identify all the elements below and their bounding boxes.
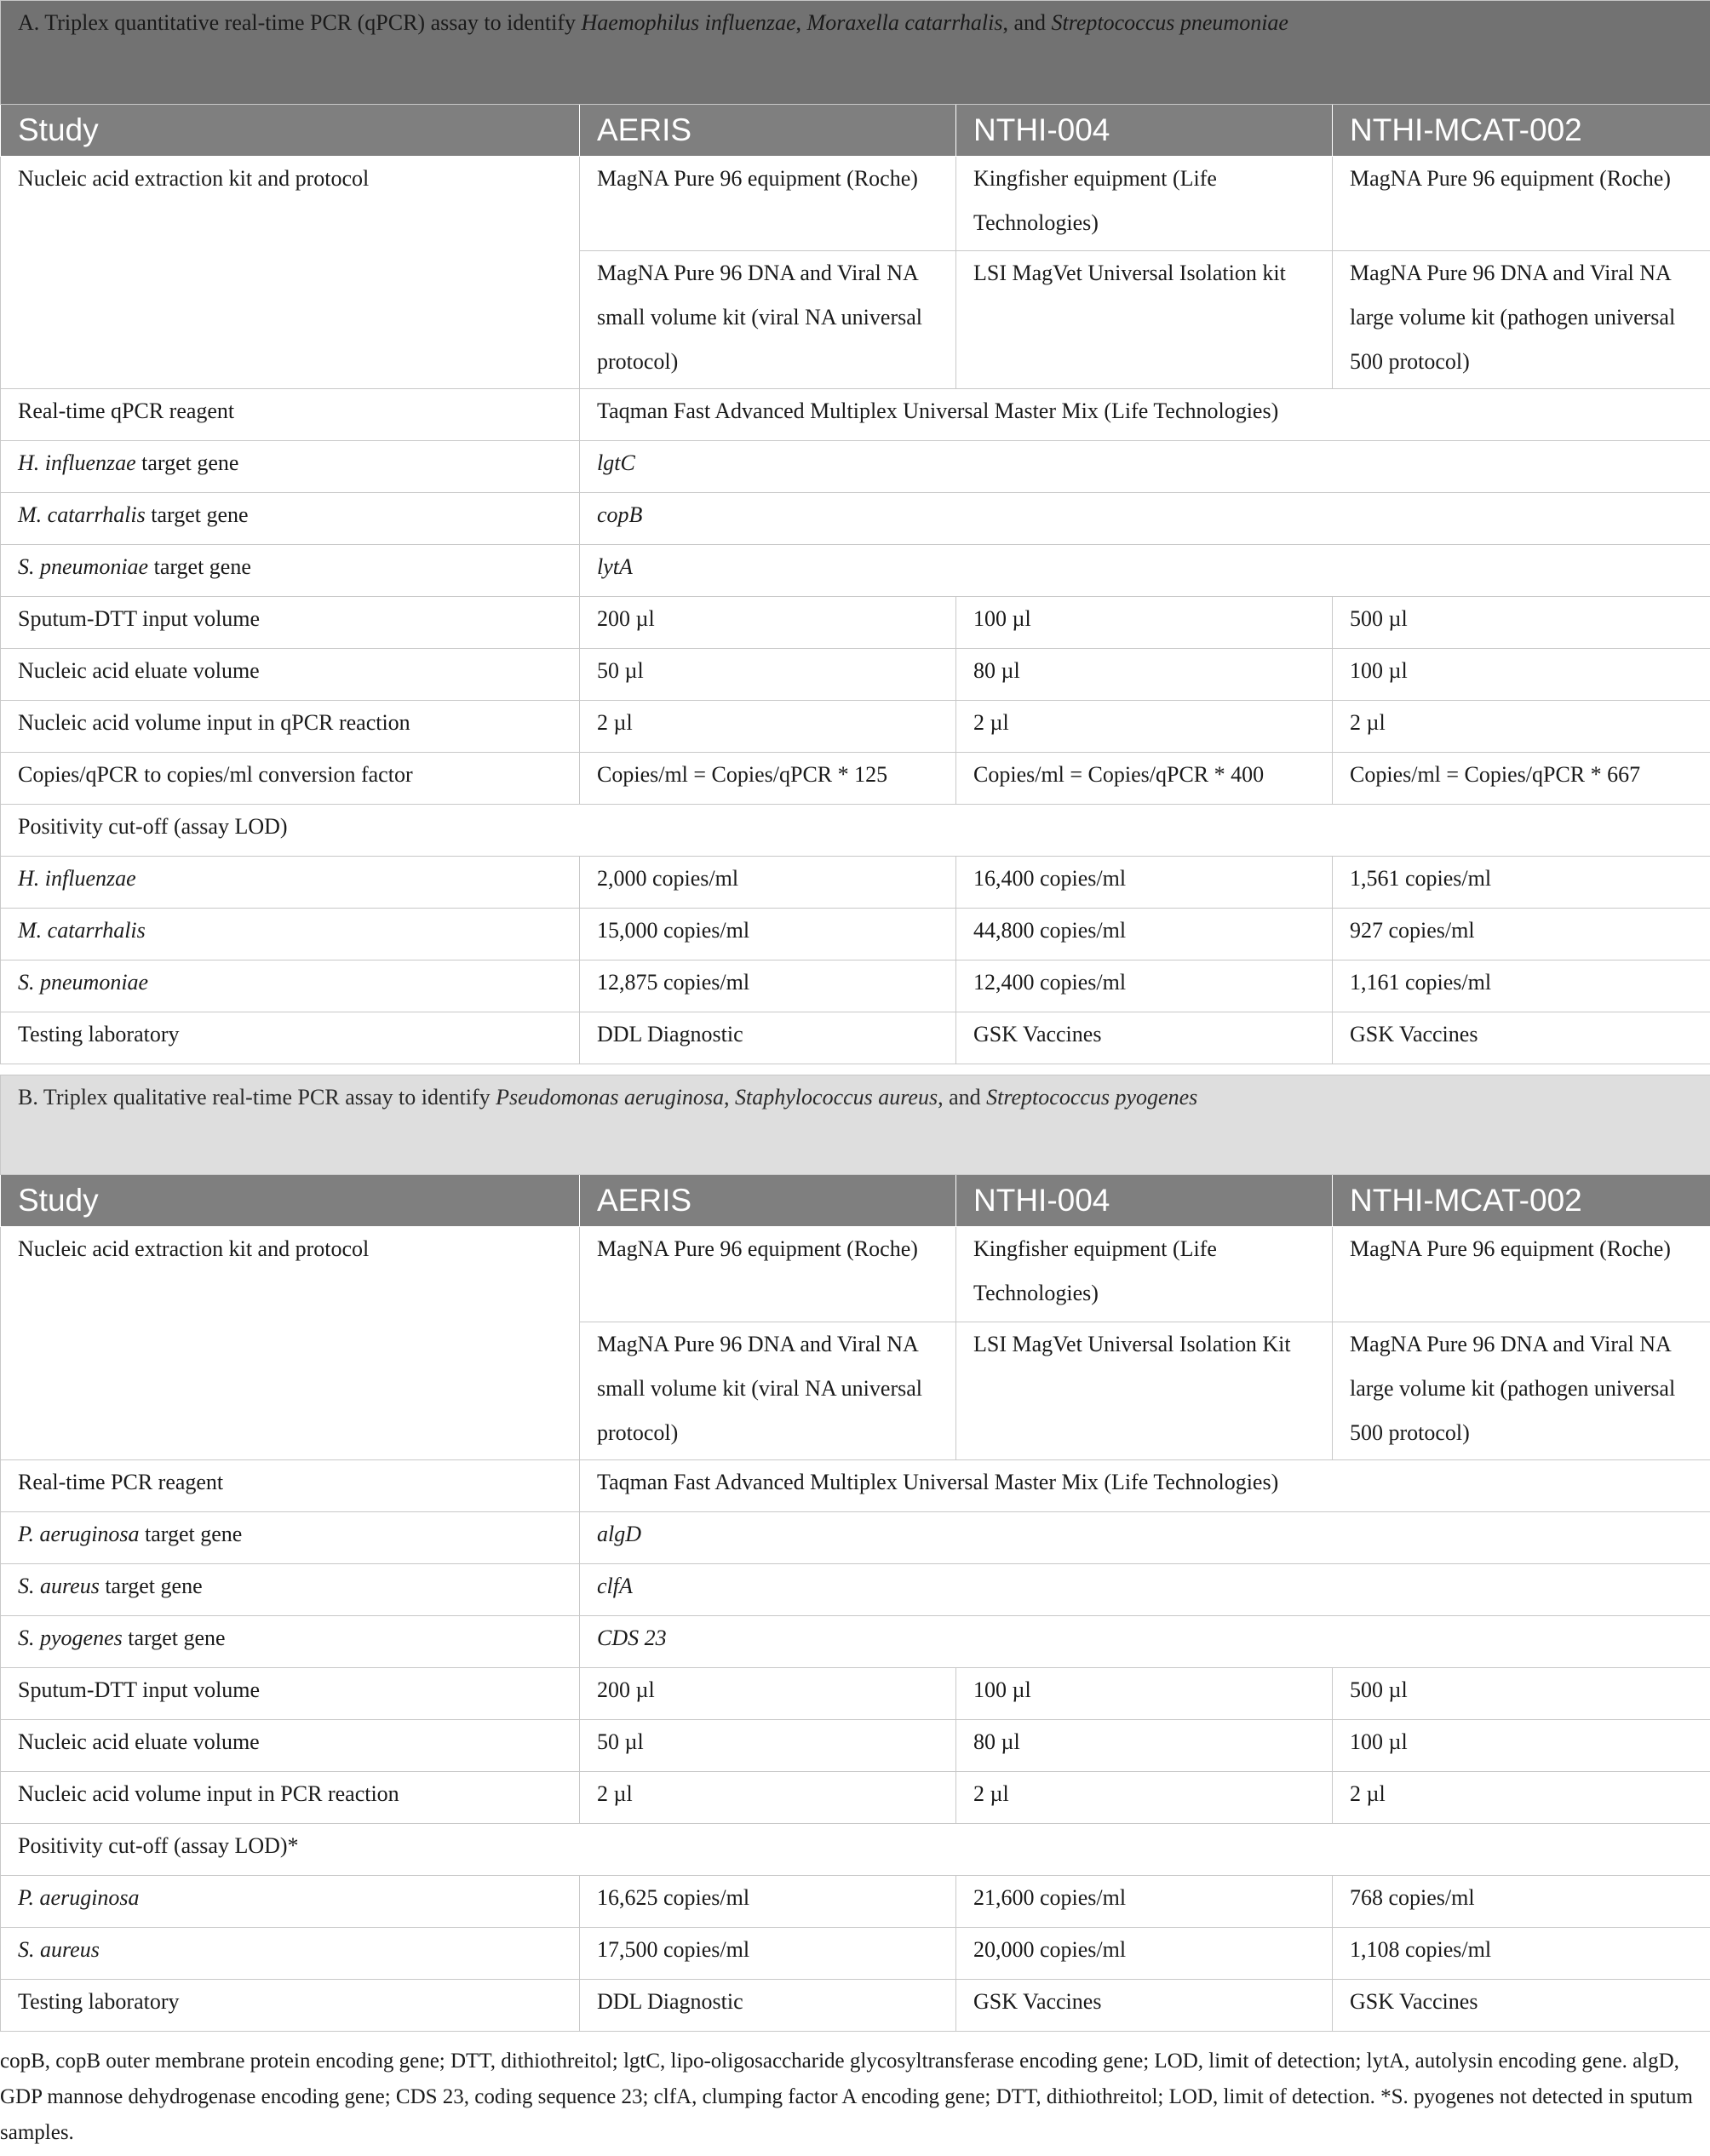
table-cell: LSI MagVet Universal Isolation Kit (956, 1322, 1333, 1460)
table-cell: 200 µl (580, 597, 956, 649)
table-cell: 50 µl (580, 649, 956, 701)
row-label: P. aeruginosa target gene (1, 1512, 580, 1564)
row-label: S. pneumoniae target gene (1, 545, 580, 597)
row-label: Real-time PCR reagent (1, 1460, 580, 1512)
table-cell: MagNA Pure 96 equipment (Roche) (580, 1227, 956, 1322)
table-cell: Taqman Fast Advanced Multiplex Universal Master Mix (Life Technologies) (580, 1460, 1710, 1512)
table-row (1, 701, 1710, 753)
table-cell: 21,600 copies/ml (956, 1876, 1333, 1928)
table-cell: clfA (580, 1564, 1710, 1616)
table-cell: MagNA Pure 96 equipment (Roche) (1333, 157, 1710, 251)
row-label: Nucleic acid volume input in PCR reaction (1, 1772, 580, 1824)
table-row (1, 1512, 1710, 1564)
table-row (1, 1980, 1710, 2032)
table-cell: MagNA Pure 96 DNA and Viral NA small volume kit (viral NA universal protocol) (580, 251, 956, 389)
section-label: Positivity cut-off (assay LOD)* (1, 1824, 1710, 1876)
table-row (1, 1720, 1710, 1772)
table-row (1, 1824, 1710, 1876)
table-row (1, 597, 1710, 649)
table-row (1, 545, 1710, 597)
table-cell: GSK Vaccines (1333, 1980, 1710, 2032)
table-cell: 80 µl (956, 649, 1333, 701)
column-header: AERIS (580, 105, 956, 157)
table-row (1, 389, 1710, 441)
table-cell: 16,400 copies/ml (956, 857, 1333, 909)
table-cell: MagNA Pure 96 DNA and Viral NA small volume kit (viral NA universal protocol) (580, 1322, 956, 1460)
column-header: NTHI-MCAT-002 (1333, 105, 1710, 157)
row-label: Nucleic acid eluate volume (1, 649, 580, 701)
table-row (1, 493, 1710, 545)
row-label: Nucleic acid extraction kit and protocol (1, 1227, 580, 1460)
table-row (1, 1460, 1710, 1512)
table-cell: 200 µl (580, 1668, 956, 1720)
table-cell: 100 µl (956, 1668, 1333, 1720)
table-cell: 12,875 copies/ml (580, 960, 956, 1012)
table-row (1, 909, 1710, 960)
table-cell: MagNA Pure 96 DNA and Viral NA large volume kit (pathogen universal 500 protocol) (1333, 251, 1710, 389)
table-cell: GSK Vaccines (956, 1980, 1333, 2032)
row-label: S. pneumoniae (1, 960, 580, 1012)
table-row (1, 1227, 1710, 1322)
table-cell: 927 copies/ml (1333, 909, 1710, 960)
table-header-row (1, 1175, 1710, 1227)
table-cell: algD (580, 1512, 1710, 1564)
row-label: Sputum-DTT input volume (1, 1668, 580, 1720)
table-cell: Copies/ml = Copies/qPCR * 667 (1333, 753, 1710, 805)
table-cell: MagNA Pure 96 DNA and Viral NA large volume kit (pathogen universal 500 protocol) (1333, 1322, 1710, 1460)
table-row (1, 649, 1710, 701)
row-label: Testing laboratory (1, 1012, 580, 1064)
table-row (1, 1564, 1710, 1616)
section-label: Positivity cut-off (assay LOD) (1, 805, 1710, 857)
table-cell: lgtC (580, 441, 1710, 493)
table-cell: 500 µl (1333, 1668, 1710, 1720)
column-header: NTHI-004 (956, 1175, 1333, 1227)
table-header-row (1, 105, 1710, 157)
table-cell: 1,161 copies/ml (1333, 960, 1710, 1012)
table-cell: 100 µl (1333, 1720, 1710, 1772)
table-cell: 2 µl (956, 1772, 1333, 1824)
row-label: P. aeruginosa (1, 1876, 580, 1928)
table-caption: A. Triplex quantitative real-time PCR (qPCR) assay to identify Haemophilus influenzae, Moraxella catarrhalis, and Streptococcus pneumoniae (1, 1, 1710, 105)
row-label: Nucleic acid eluate volume (1, 1720, 580, 1772)
table-cell: copB (580, 493, 1710, 545)
table-cell: 768 copies/ml (1333, 1876, 1710, 1928)
table-cell: DDL Diagnostic (580, 1980, 956, 2032)
table-row (1, 1772, 1710, 1824)
column-header: Study (1, 105, 580, 157)
column-header: AERIS (580, 1175, 956, 1227)
column-header: NTHI-004 (956, 105, 1333, 157)
table-row (1, 441, 1710, 493)
table-cell: 15,000 copies/ml (580, 909, 956, 960)
row-label: Real-time qPCR reagent (1, 389, 580, 441)
table-a (0, 0, 1710, 1064)
table-cell: 2 µl (580, 701, 956, 753)
table-row (1, 1928, 1710, 1980)
row-label: H. influenzae (1, 857, 580, 909)
table-row (1, 960, 1710, 1012)
row-label: Testing laboratory (1, 1980, 580, 2032)
table-cell: lytA (580, 545, 1710, 597)
table-cell: 12,400 copies/ml (956, 960, 1333, 1012)
table-row (1, 1616, 1710, 1668)
table-cell: 100 µl (1333, 649, 1710, 701)
table-cell: Copies/ml = Copies/qPCR * 125 (580, 753, 956, 805)
column-header: Study (1, 1175, 580, 1227)
table-cell: 100 µl (956, 597, 1333, 649)
table-caption-row (1, 1, 1710, 105)
table-cell: GSK Vaccines (1333, 1012, 1710, 1064)
row-label: S. aureus (1, 1928, 580, 1980)
table-cell: 1,561 copies/ml (1333, 857, 1710, 909)
table-row (1, 753, 1710, 805)
row-label: Nucleic acid volume input in qPCR reaction (1, 701, 580, 753)
table-cell: 500 µl (1333, 597, 1710, 649)
table-cell: 50 µl (580, 1720, 956, 1772)
table-cell: Kingfisher equipment (Life Technologies) (956, 157, 1333, 251)
table-row (1, 805, 1710, 857)
table-cell: 80 µl (956, 1720, 1333, 1772)
table-caption: B. Triplex qualitative real-time PCR assay to identify Pseudomonas aeruginosa, Staphylococcus aureus, and Streptococcus pyogenes (1, 1075, 1710, 1175)
table-row (1, 1876, 1710, 1928)
table-cell: 1,108 copies/ml (1333, 1928, 1710, 1980)
table-cell: 2 µl (1333, 701, 1710, 753)
table-cell: Copies/ml = Copies/qPCR * 400 (956, 753, 1333, 805)
table-cell: 2,000 copies/ml (580, 857, 956, 909)
table-cell: MagNA Pure 96 equipment (Roche) (580, 157, 956, 251)
row-label: Sputum-DTT input volume (1, 597, 580, 649)
table-cell: 2 µl (956, 701, 1333, 753)
table-caption-row (1, 1075, 1710, 1175)
table-row (1, 157, 1710, 251)
table-cell: GSK Vaccines (956, 1012, 1333, 1064)
table-cell: Taqman Fast Advanced Multiplex Universal Master Mix (Life Technologies) (580, 389, 1710, 441)
table-footnote: copB, copB outer membrane protein encoding gene; DTT, dithiothreitol; lgtC, lipo-oligosaccharide glycosyltransferase encoding gene; LOD, limit of detection; lytA, autolysin encoding gene. algD, GDP mannose dehydrogenase encoding gene; CDS 23, coding sequence 23; clfA, clumping factor A encoding gene; DTT, dithiothreitol; LOD, limit of detection. *S. pyogenes not detected in sputum samples. (0, 2050, 1693, 2144)
table-b (0, 1075, 1710, 2032)
row-label: Copies/qPCR to copies/ml conversion factor (1, 753, 580, 805)
row-label: M. catarrhalis (1, 909, 580, 960)
table-cell: MagNA Pure 96 equipment (Roche) (1333, 1227, 1710, 1322)
column-header: NTHI-MCAT-002 (1333, 1175, 1710, 1227)
row-label: S. aureus target gene (1, 1564, 580, 1616)
table-cell: 16,625 copies/ml (580, 1876, 956, 1928)
table-cell: CDS 23 (580, 1616, 1710, 1668)
table-cell: 44,800 copies/ml (956, 909, 1333, 960)
row-label: Nucleic acid extraction kit and protocol (1, 157, 580, 389)
table-row (1, 1012, 1710, 1064)
table-cell: 2 µl (1333, 1772, 1710, 1824)
table-cell: Kingfisher equipment (Life Technologies) (956, 1227, 1333, 1322)
table-cell: 20,000 copies/ml (956, 1928, 1333, 1980)
row-label: M. catarrhalis target gene (1, 493, 580, 545)
row-label: S. pyogenes target gene (1, 1616, 580, 1668)
table-row (1, 857, 1710, 909)
table-cell: 17,500 copies/ml (580, 1928, 956, 1980)
table-cell: 2 µl (580, 1772, 956, 1824)
table-cell: DDL Diagnostic (580, 1012, 956, 1064)
row-label: H. influenzae target gene (1, 441, 580, 493)
table-row (1, 1668, 1710, 1720)
table-cell: LSI MagVet Universal Isolation kit (956, 251, 1333, 389)
